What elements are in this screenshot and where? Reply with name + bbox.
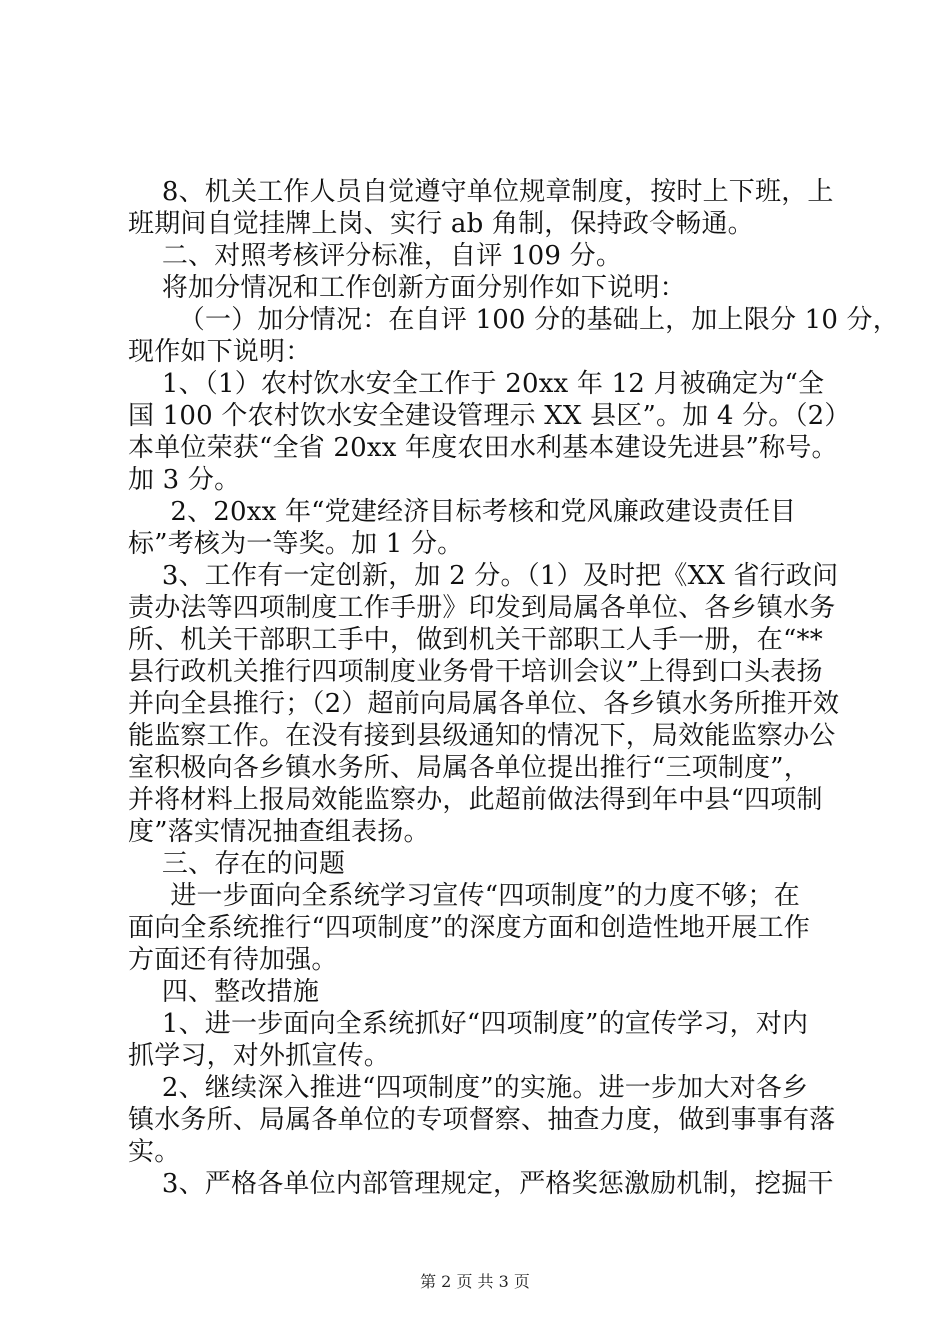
text-line: 3、严格各单位内部管理规定，严格奖惩激励机制，挖掘干 <box>128 1169 834 1199</box>
text-line: 度”落实情况抽查组表扬。 <box>128 817 430 847</box>
text-line: 现作如下说明： <box>128 337 312 367</box>
text-line: 进一步面向全系统学习宣传“四项制度”的力度不够；在 <box>128 881 800 911</box>
text-line: （一）加分情况：在自评 100 分的基础上，加上限分 10 分， <box>128 305 899 335</box>
text-line: 四、整改措施 <box>128 977 320 1007</box>
text-line: 镇水务所、局属各单位的专项督察、抽查力度，做到事事有落 <box>128 1105 836 1135</box>
text-line: 室积极向各乡镇水务所、局属各单位提出推行“三项制度”， <box>128 753 810 783</box>
text-line: 1、（1）农村饮水安全工作于 20xx 年 12 月被确定为“全 <box>128 369 825 399</box>
text-line: 标”考核为一等奖。加 1 分。 <box>128 529 464 559</box>
text-line: 二、对照考核评分标准，自评 109 分。 <box>128 241 623 271</box>
text-line: 并向全县推行；（2）超前向局属各单位、各乡镇水务所推开效 <box>128 689 840 719</box>
text-line: 国 100 个农村饮水安全建设管理示 XX 县区”。加 4 分。（2） <box>128 401 851 431</box>
text-line: 2、继续深入推进“四项制度”的实施。进一步加大对各乡 <box>128 1073 809 1103</box>
text-line: 并将材料上报局效能监察办，此超前做法得到年中县“四项制 <box>128 785 823 815</box>
text-line: 8、机关工作人员自觉遵守单位规章制度，按时上下班，上 <box>128 177 834 207</box>
text-line: 所、机关干部职工手中，做到机关干部职工人手一册，在“** <box>128 625 823 655</box>
text-line: 面向全系统推行“四项制度”的深度方面和创造性地开展工作 <box>128 913 810 943</box>
document-body <box>128 176 899 1200</box>
text-line: 实。 <box>128 1137 181 1167</box>
text-line: 加 3 分。 <box>128 465 241 495</box>
text-line: 3、工作有一定创新，加 2 分。（1）及时把《XX 省行政问 <box>128 561 839 591</box>
text-line: 县行政机关推行四项制度业务骨干培训会议”上得到口头表扬 <box>128 657 823 687</box>
text-line: 方面还有待加强。 <box>128 945 338 975</box>
text-line: 本单位荣获“全省 20xx 年度农田水利基本建设先进县”称号。 <box>128 433 838 463</box>
text-line: 班期间自觉挂牌上岗、实行 ab 角制，保持政令畅通。 <box>128 209 754 239</box>
page-number-footer: 第 2 页 共 3 页 <box>420 1272 530 1291</box>
text-line: 2、20xx 年“党建经济目标考核和党风廉政建设责任目 <box>128 497 797 527</box>
text-line: 将加分情况和工作创新方面分别作如下说明： <box>128 273 686 303</box>
text-line: 三、存在的问题 <box>128 849 346 879</box>
text-line: 能监察工作。在没有接到县级通知的情况下，局效能监察办公 <box>128 721 836 751</box>
text-line: 1、进一步面向全系统抓好“四项制度”的宣传学习，对内 <box>128 1009 809 1039</box>
text-line: 抓学习，对外抓宣传。 <box>128 1041 391 1071</box>
text-line: 责办法等四项制度工作手册》印发到局属各单位、各乡镇水务 <box>128 593 836 623</box>
